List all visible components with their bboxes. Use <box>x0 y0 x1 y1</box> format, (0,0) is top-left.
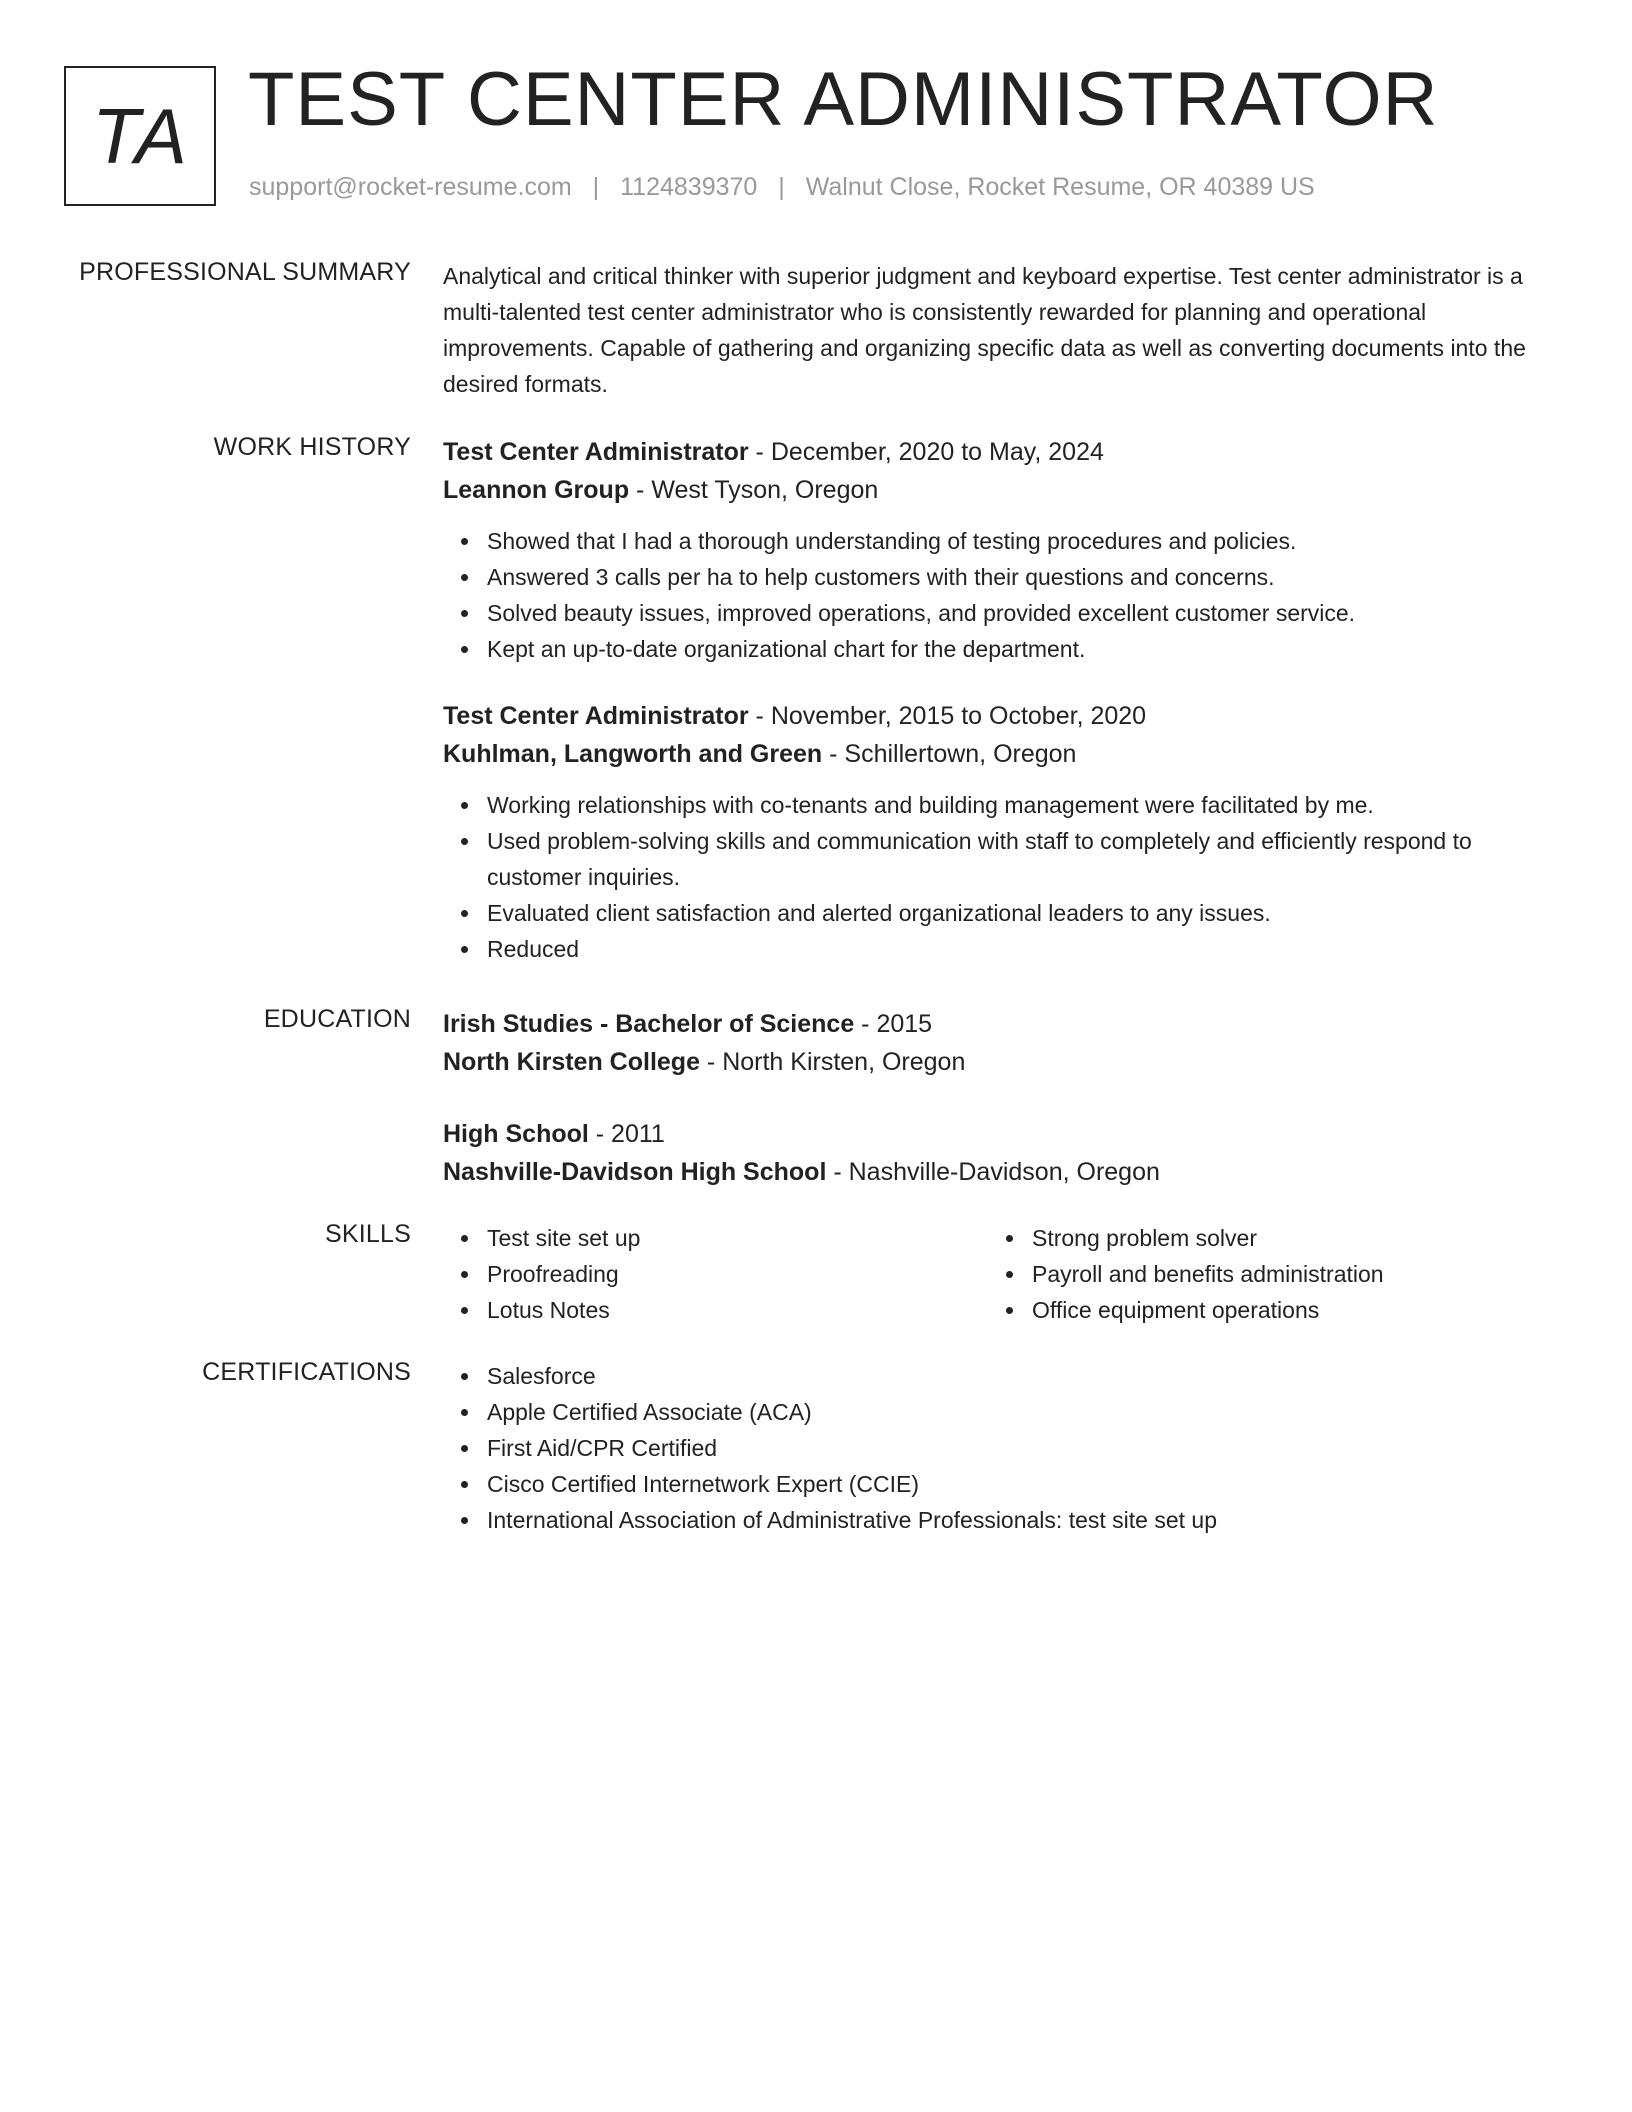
summary-text: Analytical and critical thinker with superior judgment and keyboard expertise. Test center administrator is a multi-talented test center administrator who is consistently rewarded for planning and operational improvements. Capable of gathering and organizing specific data as well as converting documents into the desired formats. <box>443 263 1526 397</box>
skills-body <box>443 1220 1533 1328</box>
education-school: North Kirsten College <box>443 1048 700 1076</box>
job-role: Test Center Administrator <box>443 438 749 466</box>
certification-item: International Association of Administrative Professionals: test site set up <box>487 1502 1533 1538</box>
skill-item: Strong problem solver <box>1032 1220 1533 1256</box>
education-location: - North Kirsten, Oregon <box>699 1048 966 1076</box>
contact-separator: | <box>592 173 600 201</box>
section-title-education: EDUCATION <box>263 1005 411 1033</box>
job-entry <box>443 433 1533 667</box>
skill-item: Payroll and benefits administration <box>1032 1256 1533 1292</box>
education-year: - 2011 <box>588 1120 665 1148</box>
job-bullet: Evaluated client satisfaction and alerted organizational leaders to any issues. <box>487 895 1533 931</box>
contact-line <box>249 173 1315 202</box>
summary-body <box>443 258 1533 402</box>
certifications-list <box>443 1358 1533 1538</box>
contact-separator: | <box>778 173 785 201</box>
contact-email: support@rocket-resume.com <box>249 173 572 201</box>
skill-item: Office equipment operations <box>1032 1292 1533 1328</box>
job-role-line <box>443 433 1533 471</box>
skill-item: Test site set up <box>487 1220 988 1256</box>
skills-column-right <box>988 1220 1533 1328</box>
job-company-line <box>443 471 1533 509</box>
section-title-work-history: WORK HISTORY <box>213 433 411 461</box>
section-title-certifications: CERTIFICATIONS <box>202 1358 411 1386</box>
skill-item: Lotus Notes <box>487 1292 988 1328</box>
section-title-skills: SKILLS <box>325 1220 411 1248</box>
skills-list-left <box>443 1220 988 1328</box>
monogram-initials: TA <box>92 92 188 180</box>
job-role: Test Center Administrator <box>443 702 749 730</box>
education-degree: High School <box>443 1120 589 1148</box>
job-dates: - November, 2015 to October, 2020 <box>748 702 1147 730</box>
work-history-body <box>443 433 1533 997</box>
contact-phone: 1124839370 <box>620 173 758 201</box>
certification-item: First Aid/CPR Certified <box>487 1430 1533 1466</box>
certification-item: Salesforce <box>487 1358 1533 1394</box>
job-bullets <box>443 787 1533 967</box>
education-school-line <box>443 1153 1533 1191</box>
job-location: - West Tyson, Oregon <box>629 476 879 504</box>
skills-grid <box>443 1220 1533 1328</box>
job-bullet: Answered 3 calls per ha to help customers with their questions and concerns. <box>487 559 1533 595</box>
contact-address: Walnut Close, Rocket Resume, OR 40389 US <box>805 173 1315 201</box>
skill-item: Proofreading <box>487 1256 988 1292</box>
certifications-body <box>443 1358 1533 1538</box>
section-title-summary: PROFESSIONAL SUMMARY <box>79 258 411 286</box>
education-school-line <box>443 1043 1533 1081</box>
education-entry <box>443 1005 1533 1081</box>
job-entry <box>443 697 1533 967</box>
education-entry <box>443 1115 1533 1191</box>
job-bullets <box>443 523 1533 667</box>
education-year: - 2015 <box>854 1010 933 1038</box>
job-bullet: Used problem-solving skills and communication with staff to completely and efficiently respond to customer inquiries. <box>487 823 1533 895</box>
skills-column-left <box>443 1220 988 1328</box>
education-school: Nashville-Davidson High School <box>443 1158 827 1186</box>
education-body <box>443 1005 1533 1225</box>
education-degree-line <box>443 1005 1533 1043</box>
job-company: Kuhlman, Langworth and Green <box>443 740 823 768</box>
candidate-name: TEST CENTER ADMINISTRATOR <box>248 57 1439 142</box>
job-bullet: Solved beauty issues, improved operations, and provided excellent customer service. <box>487 595 1533 631</box>
certification-item: Apple Certified Associate (ACA) <box>487 1394 1533 1430</box>
job-company: Leannon Group <box>443 476 630 504</box>
job-location: - Schillertown, Oregon <box>822 740 1077 768</box>
education-degree-line <box>443 1115 1533 1153</box>
job-bullet: Showed that I had a thorough understanding of testing procedures and policies. <box>487 523 1533 559</box>
skills-list-right <box>988 1220 1533 1328</box>
certification-item: Cisco Certified Internetwork Expert (CCIE) <box>487 1466 1533 1502</box>
job-bullet: Working relationships with co-tenants and building management were facilitated by me. <box>487 787 1533 823</box>
education-location: - Nashville-Davidson, Oregon <box>826 1158 1160 1186</box>
job-company-line <box>443 735 1533 773</box>
monogram-box <box>64 66 216 206</box>
education-degree: Irish Studies - Bachelor of Science <box>443 1010 855 1038</box>
job-bullet: Reduced <box>487 931 1533 967</box>
job-dates: - December, 2020 to May, 2024 <box>748 438 1104 466</box>
job-role-line <box>443 697 1533 735</box>
job-bullet: Kept an up-to-date organizational chart for the department. <box>487 631 1533 667</box>
